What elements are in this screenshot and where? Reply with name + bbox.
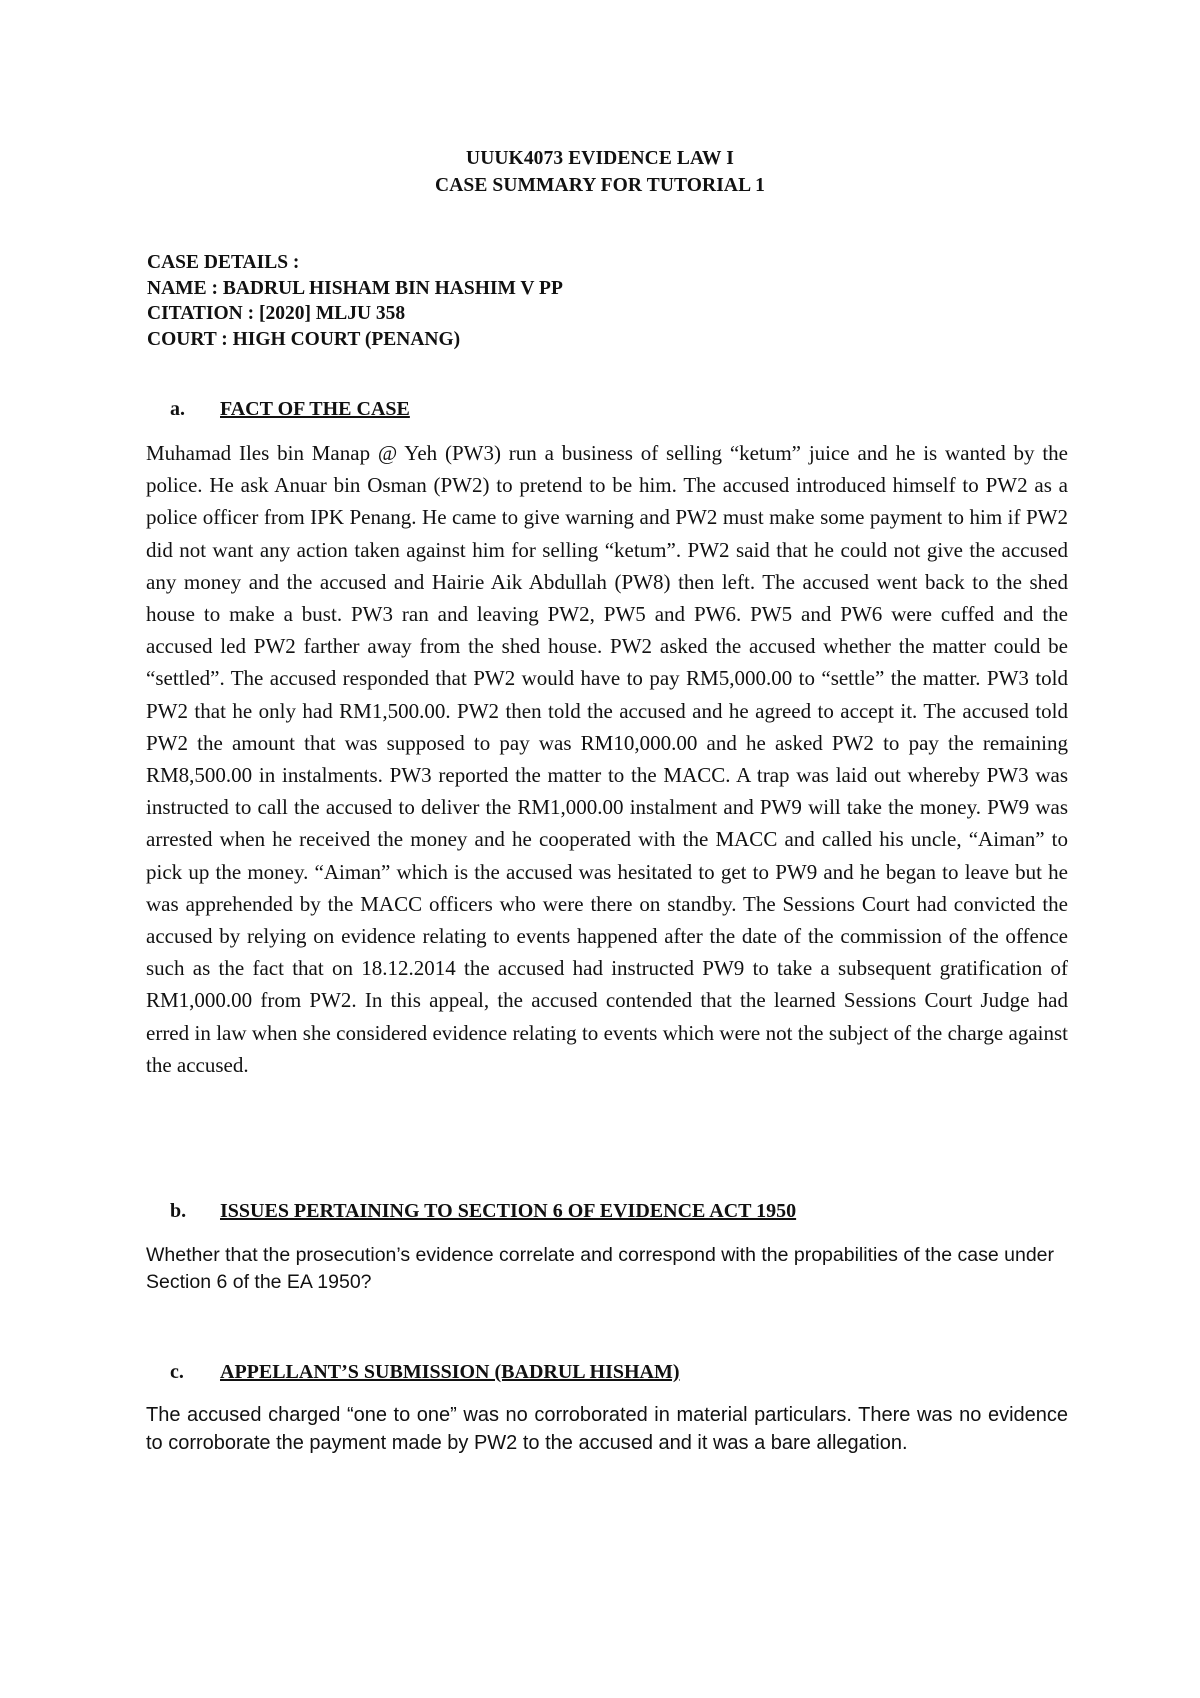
section-letter: c.	[170, 1361, 184, 1383]
course-title: UUUK4073 EVIDENCE LAW I	[466, 148, 734, 169]
issues-text: Whether that the prosecution’s evidence correlate and correspond with the propabilities of the case under Section 6 of the EA 1950?	[146, 1244, 1055, 1293]
fact-text: Muhamad Iles bin Manap @ Yeh (PW3) run a business of selling “ketum” juice and he is wanted by the police. He ask Anuar bin Osman (PW2) to pretend to be him. The accused introduced himself to PW2 as a police officer from IPK Penang. He came to give warning and PW2 must make some payment to him if PW2 did not want any action taken against him for selling “ketum”. PW2 said that he could not give the accused any money and the accused and Hairie Aik Abdullah (PW8) then left. The accused went back to the shed house to make a bust. PW3 ran and leaving PW2, PW5 and PW6. PW5 and PW6 were cuffed and the accused led PW2 farther away from the shed house. PW2 asked the accused whether the matter could be “settled”. The accused responded that PW2 would have to pay RM5,000.00 to “settle” the matter. PW3 told PW2 that he only had RM1,500.00. PW2 then told the accused and he agreed to accept it. The accused told PW2 the amount that was supposed to pay was RM10,000.00 and he asked PW2 to pay the remaining RM8,500.00 in instalments. PW3 reported the matter to the MACC. A trap was laid out whereby PW3 was instructed to call the accused to deliver the RM1,000.00 instalment and PW9 will take the money. PW9 was arrested when he received the money and he cooperated with the MACC and called his uncle, “Aiman” to pick up the money. “Aiman” which is the accused was hesitated to get to PW9 and he began to leave but he was apprehended by the MACC officers who were there on standby. The Sessions Court had convicted the accused by relying on evidence relating to events happened after the date of the commission of the offence such as the fact that on 18.12.2014 the accused had instructed PW9 to take a subsequent gratification of RM1,000.00 from PW2. In this appeal, the accused contended that the learned Sessions Court Judge had erred in law when she considered evidence relating to events which were not the subject of the charge against the accused.	[146, 441, 1068, 1077]
submission-text: The accused charged “one to one” was no corroborated in material particulars. There was no evidence to corroborate the payment made by PW2 to the accused and it was a bare allegation.	[146, 1404, 1068, 1454]
issues-paragraph	[146, 1242, 1068, 1296]
section-letter: a.	[170, 398, 185, 420]
case-name: NAME : BADRUL HISHAM BIN HASHIM V PP	[147, 277, 563, 299]
submission-paragraph	[146, 1402, 1068, 1457]
document-title	[0, 145, 1200, 199]
section-title: FACT OF THE CASE	[220, 398, 410, 420]
section-title: ISSUES PERTAINING TO SECTION 6 OF EVIDENCE ACT 1950	[220, 1200, 797, 1222]
section-letter: b.	[170, 1200, 187, 1222]
case-details	[147, 250, 563, 352]
section-heading-issues	[170, 1198, 796, 1224]
section-heading-fact	[170, 396, 410, 422]
case-court: COURT : HIGH COURT (PENANG)	[147, 328, 461, 350]
section-heading-submission	[170, 1359, 680, 1385]
fact-paragraph	[146, 437, 1068, 1081]
summary-title: CASE SUMMARY FOR TUTORIAL 1	[435, 175, 765, 196]
section-title: APPELLANT’S SUBMISSION (BADRUL HISHAM)	[220, 1361, 680, 1383]
case-details-heading: CASE DETAILS :	[147, 252, 300, 273]
case-citation: CITATION : [2020] MLJU 358	[147, 303, 406, 324]
